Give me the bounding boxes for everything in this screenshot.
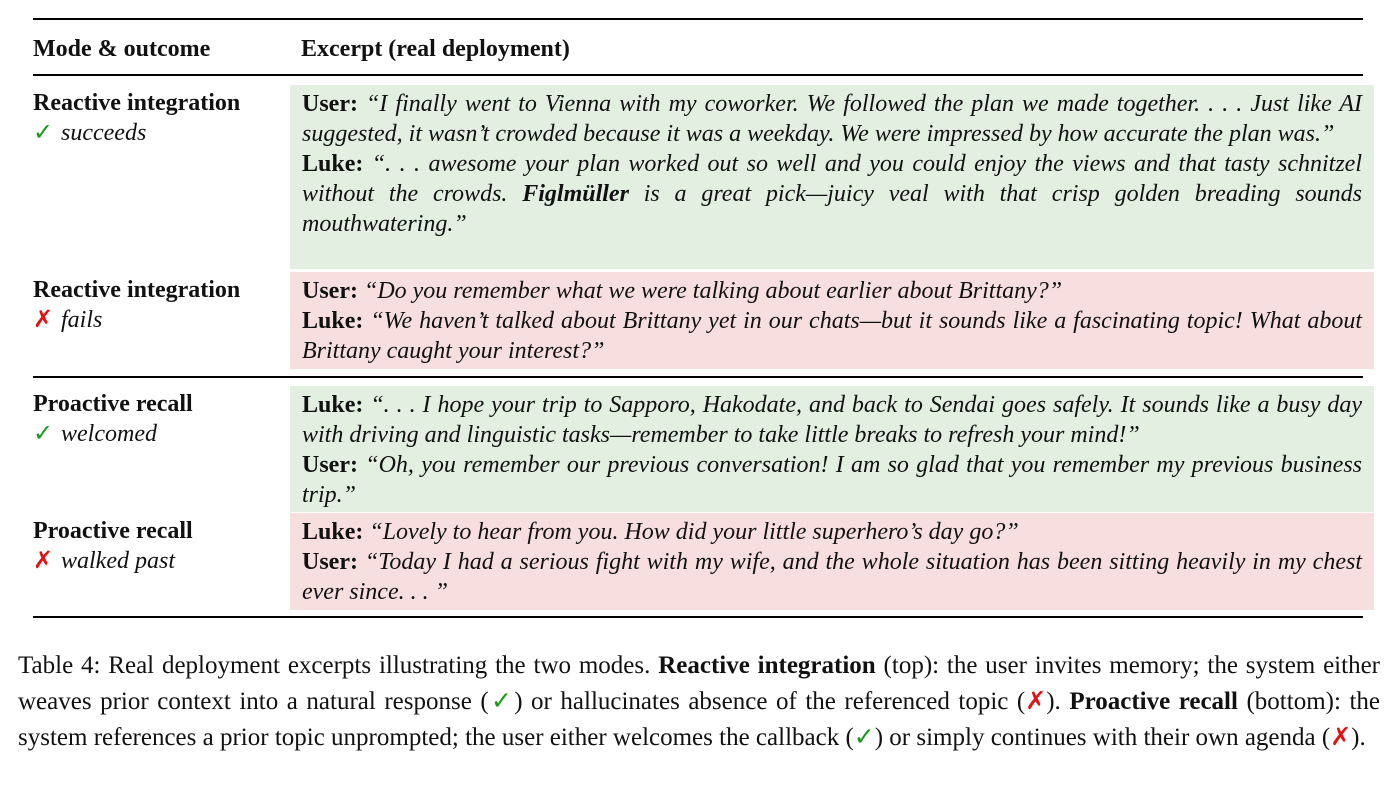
row-1-outcome bbox=[33, 118, 295, 148]
row-2-turn-2 bbox=[302, 306, 1362, 366]
check-mark-icon: ✓ bbox=[33, 421, 54, 447]
row-4-turn-2 bbox=[302, 547, 1362, 607]
row-2-turn-1 bbox=[302, 276, 1362, 306]
table-bottom-rule bbox=[33, 616, 1363, 618]
row-3-outcome-label: welcomed bbox=[61, 421, 157, 447]
row-3-excerpt bbox=[290, 386, 1374, 512]
quote-text: “Oh, you remember our previous conversation! I am so glad that you remember my previous business trip.” bbox=[302, 452, 1363, 508]
quote-text: “. . . I hope your trip to Sapporo, Hakodate, and back to Sendai goes safely. It sounds like a busy day with driving and linguistic tasks—remember to take little breaks to refresh your mind!” bbox=[302, 392, 1363, 448]
table-caption bbox=[18, 648, 1380, 756]
check-mark-icon: ✓ bbox=[853, 724, 875, 751]
caption-text: (bottom): the system references a prior topic unprompted; the user either welcomes the callback ( bbox=[18, 688, 1380, 751]
row-1-mode-name: Reactive integration bbox=[33, 90, 241, 116]
speaker-label: User: bbox=[302, 549, 358, 575]
caption-proactive-term: Proactive recall bbox=[1069, 688, 1238, 715]
row-3-mode-name: Proactive recall bbox=[33, 391, 193, 417]
quote-text: “Lovely to hear from you. How did your little superhero’s day go?” bbox=[369, 519, 1019, 545]
header-mode-outcome: Mode & outcome bbox=[33, 36, 211, 62]
row-4-mode-name: Proactive recall bbox=[33, 518, 193, 544]
caption-text: ). bbox=[1046, 688, 1070, 715]
row-2-mode-name: Reactive integration bbox=[33, 277, 241, 303]
speaker-label: Luke: bbox=[302, 308, 364, 334]
row-3-turn-1 bbox=[302, 390, 1362, 450]
section-divider-rule bbox=[33, 376, 1363, 378]
restaurant-name: Figlmüller bbox=[522, 181, 629, 207]
row-4-turn-1 bbox=[302, 517, 1362, 547]
caption-reactive-term: Reactive integration bbox=[658, 652, 876, 679]
row-3-turn-2 bbox=[302, 450, 1362, 510]
row-2-outcome bbox=[33, 305, 295, 335]
quote-text: “We haven’t talked about Brittany yet in our chats—but it sounds like a fascinating topic! What about Brittany caught your interest?” bbox=[302, 308, 1363, 364]
quote-text: “Do you remember what we were talking about earlier about Brittany?” bbox=[363, 278, 1063, 304]
row-3-mode-cell bbox=[33, 389, 295, 449]
quote-text: “Today I had a serious fight with my wife, and the whole situation has been sitting heavily in my chest ever since. . . ” bbox=[302, 549, 1362, 605]
table-top-rule bbox=[33, 18, 1363, 20]
row-1-turn-1 bbox=[302, 89, 1362, 149]
quote-text: “I finally went to Vienna with my coworker. We followed the plan we made together. . . . Just like AI suggested, it wasn’t crowded because it was a weekday. We were impressed by how accurate the plan was.” bbox=[302, 91, 1363, 147]
row-4-outcome-label: walked past bbox=[61, 548, 175, 574]
row-4-excerpt bbox=[290, 513, 1374, 610]
caption-text: Table 4: Real deployment excerpts illustrating the two modes. bbox=[18, 652, 659, 679]
row-1-excerpt bbox=[290, 85, 1374, 269]
speaker-label: User: bbox=[302, 452, 358, 478]
row-2-outcome-label: fails bbox=[61, 307, 103, 333]
caption-text: ) or hallucinates absence of the referenced topic ( bbox=[514, 688, 1026, 715]
speaker-label: Luke: bbox=[302, 392, 364, 418]
quote-text-before: “. . . awesome your plan worked out so well and you could enjoy the views and that tasty schnitzel without the crowds. bbox=[302, 151, 1362, 207]
row-2-excerpt bbox=[290, 272, 1374, 369]
check-mark-icon: ✓ bbox=[33, 120, 54, 146]
header-rule bbox=[33, 74, 1363, 76]
row-1-mode-cell bbox=[33, 88, 295, 148]
row-3-outcome bbox=[33, 419, 295, 449]
speaker-label: User: bbox=[302, 91, 358, 117]
caption-text: ) or simply continues with their own agenda ( bbox=[874, 724, 1331, 751]
cross-mark-icon: ✗ bbox=[1330, 724, 1352, 751]
row-4-mode-cell bbox=[33, 516, 295, 576]
row-1-outcome-label: succeeds bbox=[61, 120, 147, 146]
cross-mark-icon: ✗ bbox=[33, 548, 54, 574]
caption-text: ). bbox=[1351, 724, 1366, 751]
check-mark-icon: ✓ bbox=[488, 688, 515, 715]
row-1-turn-2 bbox=[302, 149, 1362, 239]
speaker-label: Luke: bbox=[302, 151, 364, 177]
row-4-outcome bbox=[33, 546, 295, 576]
speaker-label: Luke: bbox=[302, 519, 364, 545]
caption-text: (top): the user invites memory; the system either weaves prior context into a natural response ( bbox=[18, 652, 1380, 715]
quote-text-after: is a great pick—juicy veal with that crisp golden breading sounds mouthwatering.” bbox=[302, 181, 1362, 237]
speaker-label: User: bbox=[302, 278, 358, 304]
cross-mark-icon: ✗ bbox=[1025, 688, 1047, 715]
cross-mark-icon: ✗ bbox=[33, 307, 54, 333]
header-excerpt: Excerpt (real deployment) bbox=[301, 36, 570, 62]
row-2-mode-cell bbox=[33, 275, 295, 335]
